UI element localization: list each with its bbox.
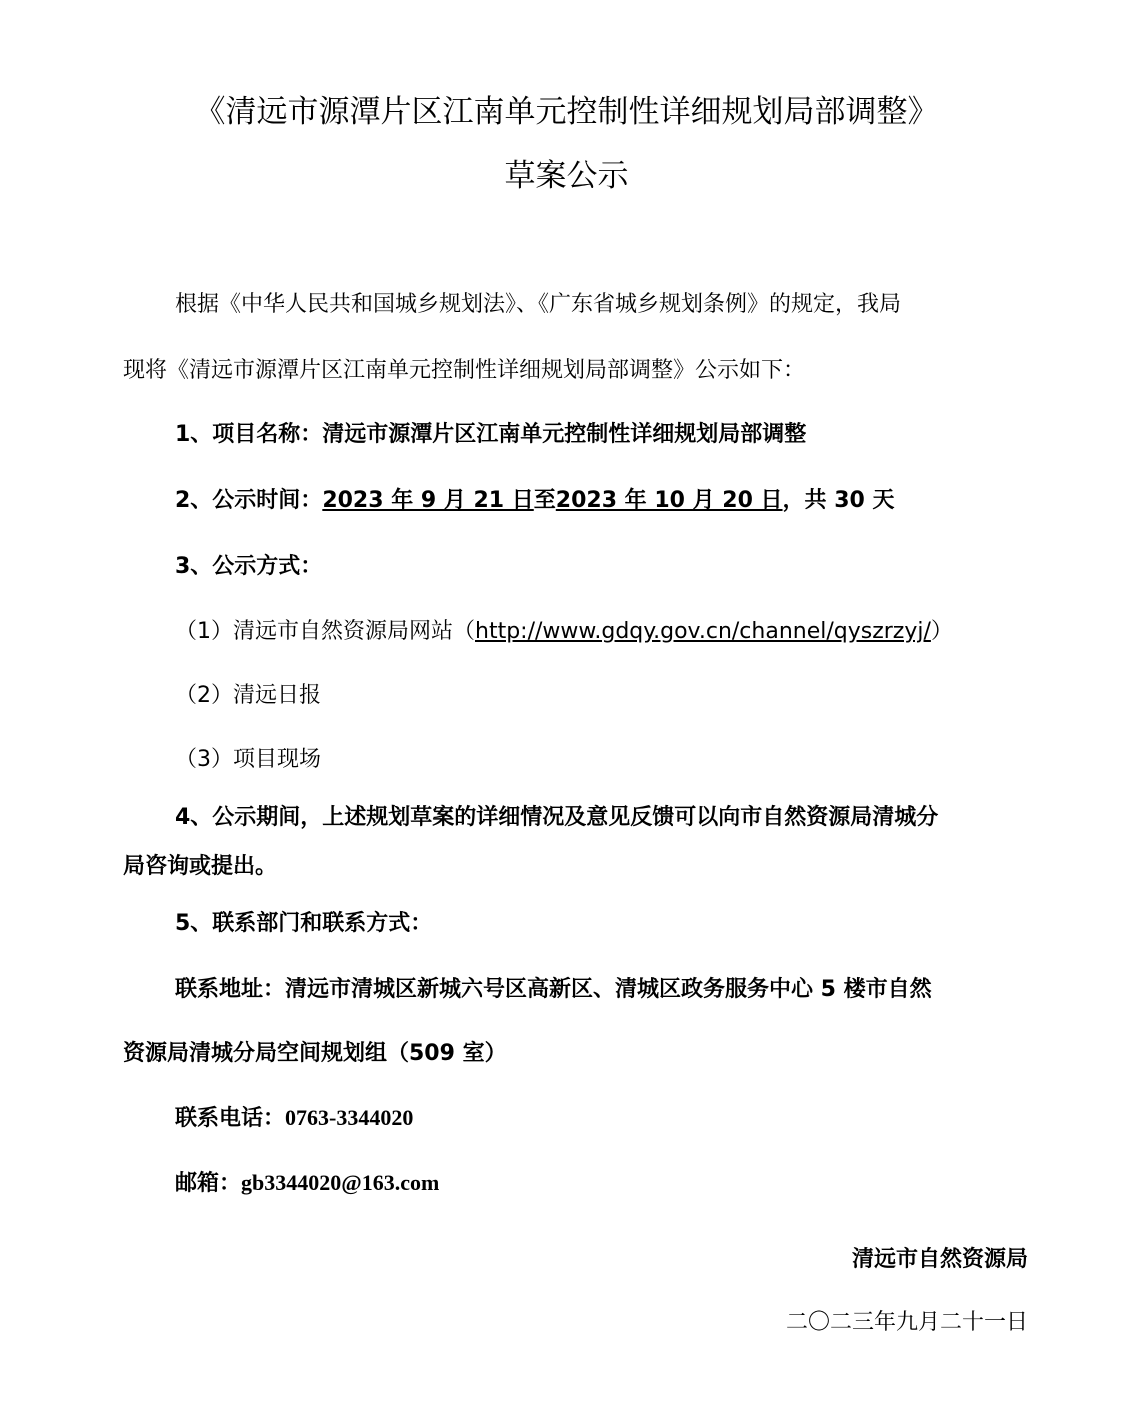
method-website [175, 617, 953, 647]
document-title: 《清远市源潭片区江南单元控制性详细规划局部调整》 [194, 94, 939, 130]
period-suffix: ，共 30 天 [782, 488, 895, 513]
website-link[interactable]: http://www.gdqy.gov.cn/channel/qyszrzyj/ [475, 619, 931, 644]
intro-line-2: 现将《清远市源潭片区江南单元控制性详细规划局部调整》公示如下： [123, 358, 806, 383]
contact-address-line-1: 联系地址：清远市清城区新城六号区高新区、清城区政务服务中心 5 楼市自然 [175, 977, 932, 1002]
contact-phone [175, 1103, 413, 1134]
period-prefix: 2、公示时间： [175, 488, 323, 513]
method-website-suffix: ） [930, 619, 953, 644]
period-to: 至 [533, 488, 556, 513]
method-newspaper: （2）清远日报 [175, 683, 321, 708]
email-address: gb3344020@163.com [241, 1170, 440, 1195]
intro-line-1: 根据《中华人民共和国城乡规划法》、《广东省城乡规划条例》的规定，我局 [175, 292, 902, 317]
item-publicity-method: 3、公示方式： [175, 554, 323, 579]
document-subtitle: 草案公示 [504, 158, 629, 194]
issuer: 清远市自然资源局 [851, 1247, 1028, 1272]
method-site: （3）项目现场 [175, 747, 321, 772]
item-project-name: 1、项目名称：清远市源潭片区江南单元控制性详细规划局部调整 [175, 422, 807, 447]
phone-number: 0763-3344020 [285, 1105, 414, 1130]
item-feedback-line-2: 局咨询或提出。 [123, 854, 278, 879]
start-date: 2023 年 9 月 21 日 [322, 488, 534, 513]
end-date: 2023 年 10 月 20 日 [555, 488, 783, 513]
contact-address-line-2: 资源局清城分局空间规划组（509 室） [123, 1041, 507, 1066]
phone-label: 联系电话： [175, 1106, 286, 1131]
item-publicity-period [175, 486, 894, 516]
issue-date: 二〇二三年九月二十一日 [785, 1310, 1028, 1335]
method-website-prefix: （1）清远市自然资源局网站（ [175, 619, 475, 644]
contact-email [175, 1168, 439, 1199]
item-contact: 5、联系部门和联系方式： [175, 911, 433, 936]
item-feedback-line-1: 4、公示期间，上述规划草案的详细情况及意见反馈可以向市自然资源局清城分 [175, 805, 939, 830]
email-label: 邮箱： [175, 1171, 242, 1196]
